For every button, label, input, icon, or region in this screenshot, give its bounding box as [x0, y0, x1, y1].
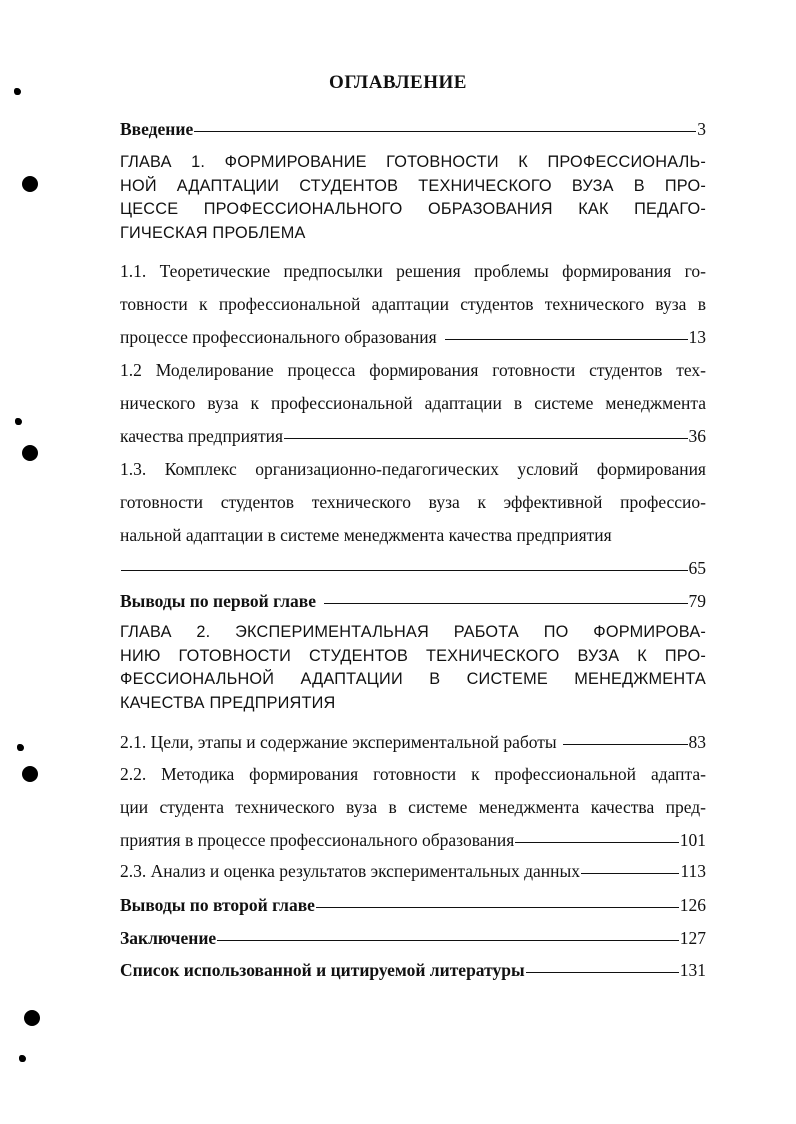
entry-line-last — [120, 420, 706, 453]
toc-entry-label: Введение — [120, 119, 194, 139]
toc-entry-label: 2.3. Анализ и оценка результатов экспериментальных данных — [120, 861, 581, 881]
binder-hole — [22, 445, 38, 461]
entry-line: 2.2. Методика формирования готовности к профессиональной адапта- — [120, 764, 706, 784]
toc-page-number: 113 — [680, 861, 706, 881]
dot-leader — [445, 339, 688, 340]
heading-line: ГЛАВА 2. ЭКСПЕРИМЕНТАЛЬНАЯ РАБОТА ПО ФОРМИРОВА- — [120, 623, 706, 641]
heading-line: НИЮ ГОТОВНОСТИ СТУДЕНТОВ ТЕХНИЧЕСКОГО ВУЗА К ПРО- — [120, 646, 706, 665]
binder-hole — [22, 176, 38, 192]
toc-entry-1-2[interactable] — [120, 354, 706, 453]
heading-line: КАЧЕСТВА ПРЕДПРИЯТИЯ — [120, 693, 336, 712]
toc-entry-1-3[interactable] — [120, 453, 706, 585]
heading-line: ГЛАВА 1. ФОРМИРОВАНИЕ ГОТОВНОСТИ К ПРОФЕССИОНАЛЬ- — [120, 153, 706, 171]
toc-page-number: 83 — [688, 732, 706, 752]
dot-leader — [563, 744, 688, 745]
dot-leader — [515, 842, 678, 843]
toc-entry-references[interactable] — [120, 959, 706, 981]
entry-line: нического вуза к профессиональной адаптации в системе менеджмента — [120, 393, 706, 413]
toc-entry-2-1[interactable] — [120, 731, 706, 753]
toc-entry-label: 2.1. Цели, этапы и содержание экспериментальной работы — [120, 732, 557, 752]
toc-entry-intro[interactable] — [120, 118, 706, 140]
page-title: ОГЛАВЛЕНИЕ — [329, 72, 467, 93]
entry-line: 1.2 Моделирование процесса формирования готовности студентов тех- — [120, 360, 706, 380]
toc-page-number: 127 — [679, 928, 706, 948]
toc-page-number: 101 — [679, 830, 706, 850]
toc-entry-chapter-1-conclusions[interactable] — [120, 590, 706, 612]
entry-line: нальной адаптации в системе менеджмента качества предприятия — [120, 525, 612, 545]
chapter-1-heading[interactable] — [120, 151, 706, 245]
binder-hole — [24, 1010, 40, 1026]
toc-page-number: 126 — [679, 895, 706, 915]
toc-entry-label: Список использованной и цитируемой литературы — [120, 960, 525, 980]
dot-leader — [324, 603, 688, 604]
dot-leader — [217, 940, 679, 941]
toc-entry-chapter-2-conclusions[interactable] — [120, 894, 706, 916]
dot-leader — [194, 131, 696, 132]
toc-entry-label: Заключение — [120, 928, 217, 948]
toc-page-number: 79 — [688, 591, 706, 611]
entry-line: 1.1. Теоретические предпосылки решения проблемы формирования го- — [120, 261, 706, 281]
dot-leader — [526, 972, 679, 973]
entry-line: ции студента технического вуза в системе менеджмента качества пред- — [120, 797, 706, 817]
binder-hole — [22, 766, 38, 782]
entry-line-last — [120, 824, 706, 857]
toc-page-number: 65 — [688, 558, 706, 578]
dot-leader — [581, 873, 679, 874]
toc-entry-label: Выводы по первой главе — [120, 591, 316, 611]
heading-line: ФЕССИОНАЛЬНОЙ АДАПТАЦИИ В СИСТЕМЕ МЕНЕДЖМЕНТА — [120, 670, 706, 688]
chapter-2-heading[interactable] — [120, 621, 706, 715]
entry-line: готовности студентов технического вуза к эффективной профессио- — [120, 492, 706, 512]
entry-line-text: процессе профессионального образования — [120, 327, 437, 347]
heading-line: НОЙ АДАПТАЦИИ СТУДЕНТОВ ТЕХНИЧЕСКОГО ВУЗА В ПРО- — [120, 176, 706, 195]
dot-leader — [121, 570, 688, 571]
toc-page-number: 131 — [679, 960, 706, 980]
entry-line: 1.3. Комплекс организационно-педагогических условий формирования — [120, 459, 706, 479]
scan-speck — [15, 418, 22, 425]
entry-line-last — [120, 321, 706, 354]
toc-entry-conclusion[interactable] — [120, 927, 706, 949]
toc-page-number: 36 — [688, 426, 706, 446]
toc-page-number: 13 — [688, 327, 706, 347]
toc-entry-label: Выводы по второй главе — [120, 895, 315, 915]
scan-speck — [17, 744, 24, 751]
entry-line-last — [120, 552, 706, 585]
toc-entry-2-3[interactable] — [120, 860, 706, 882]
toc-page-number: 3 — [697, 119, 706, 139]
toc-entry-2-2[interactable] — [120, 758, 706, 857]
entry-line-text: качества предприятия — [120, 426, 284, 446]
toc-entry-1-1[interactable] — [120, 255, 706, 354]
dot-leader — [284, 438, 687, 439]
heading-line: ГИЧЕСКАЯ ПРОБЛЕМА — [120, 223, 306, 242]
scan-speck — [19, 1055, 26, 1062]
entry-line-text: приятия в процессе профессионального образования — [120, 830, 515, 850]
entry-line: товности к профессиональной адаптации студентов технического вуза в — [120, 294, 706, 314]
heading-line: ЦЕССЕ ПРОФЕССИОНАЛЬНОГО ОБРАЗОВАНИЯ КАК ПЕДАГО- — [120, 200, 706, 218]
dot-leader — [316, 907, 679, 908]
